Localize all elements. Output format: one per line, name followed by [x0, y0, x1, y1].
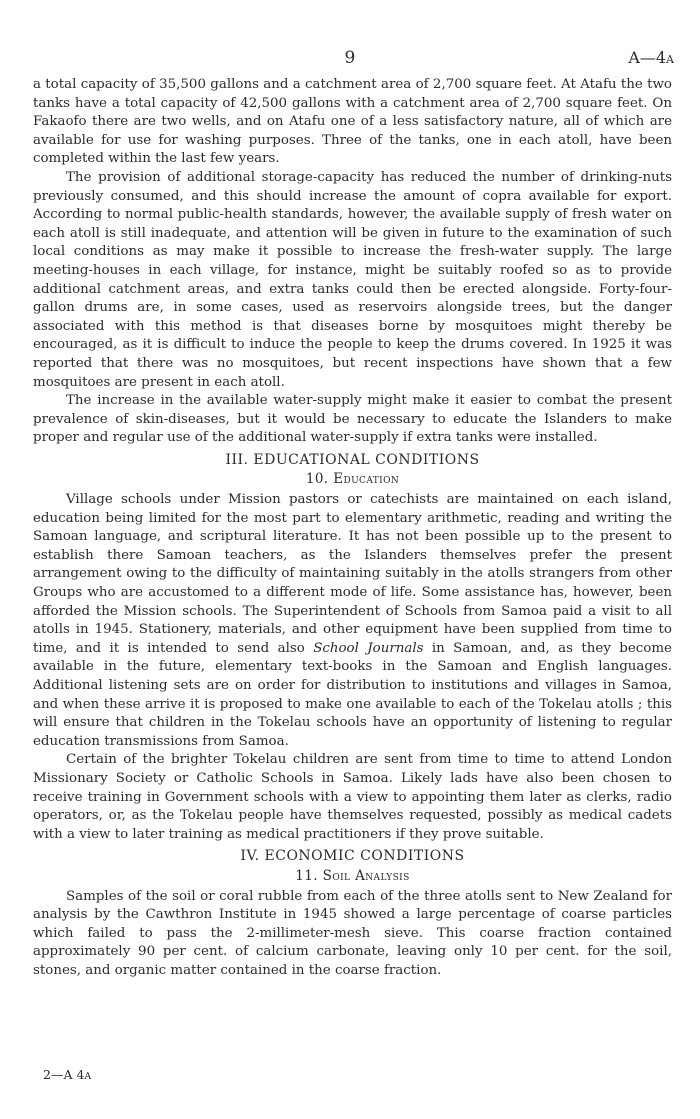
subheading-soil-title: Soil Analysis	[322, 867, 410, 884]
section-heading-economic: IV. ECONOMIC CONDITIONS	[240, 848, 465, 865]
paragraph-soil-samples: Samples of the soil or coral rubble from each of the three atolls sent to New Zealand for analysis by the Cawthron Institute in 1945 showed a large percentage of coarse particles which failed to pass the 2-millimeter-mesh sieve. This coarse fraction contained approximately 90 per cent. of calcium carbonate, leaving only 10 per cent. for the soil, stones, and organic matter contained in the coarse fraction.	[33, 888, 672, 978]
document-body	[33, 76, 672, 981]
document-reference-main: A—4	[628, 48, 667, 67]
page-number: 9	[344, 48, 356, 68]
document-reference	[628, 48, 674, 67]
school-journals-title: School Journals	[313, 640, 424, 656]
document-reference-suffix: A	[666, 53, 674, 66]
subheading-soil-analysis	[33, 867, 672, 886]
village-schools-text-start: Village schools under Mission pastors or catechists are maintained on each island, education being limited for the most part to elementary arithmetic, reading and writing the Samoan language, and scriptural literature. It has not been possible up to the present to establish there Samoan teachers, as the Islanders themselves prefer the present arrangement owing to the difficulty of maintaining suitably in the atolls strangers from other Groups who are accustomed to a different mode of life. Some assistance has, however, been afforded the Mission schools. The Superintendent of Schools from Samoa paid a visit to all atolls in 1945. Stationery, materials, and other equipment have been supplied from time to time, and it is intended to send also	[33, 492, 672, 656]
subheading-education-number: 10.	[305, 471, 329, 488]
paragraph-water-tanks: a total capacity of 35,500 gallons and a catchment area of 2,700 square feet. At Atafu the two tanks have a total capacity of 42,500 gallons with a catchment area of 2,700 square feet. On Fakaofo there are two wells, and on Atafu one of a less satisfactory nature, all of which are available for use for washing purposes. Three of the tanks, one in each atoll, have been completed within the last few years.	[33, 77, 672, 167]
footer-reference	[43, 1067, 91, 1082]
paragraph-brighter-children: Certain of the brighter Tokelau children are sent from time to time to attend London Missionary Society or Catholic Schools in Samoa. Likely lads have also been chosen to receive training in Government schools with a view to appointing them later as clerks, radio operators, or, as the Tokelau people have themselves requested, possibly as medical cadets with a view to later training as medical practitioners if they prove suitable.	[33, 752, 672, 842]
subheading-education-title: Education	[333, 471, 400, 488]
village-schools-text-end: in Samoan, and, as they become available in the future, elementary text-books in the Samoan and English languages. Additional listening sets are on order for distribution to institutions and villages in Samoa, and when these arrive it is proposed to make one available to each of the Tokelau atolls ; this will ensure that children in the Tokelau schools have an opportunity of listening to regular education transmissions from Samoa.	[33, 640, 672, 749]
section-heading-educational: III. EDUCATIONAL CONDITIONS	[225, 451, 480, 468]
paragraph-skin-diseases: The increase in the available water-supply might make it easier to combat the present prevalence of skin-diseases, but it would be necessary to educate the Islanders to make proper and regular use of the additional water-supply if extra tanks were installed.	[33, 393, 672, 446]
footer-reference-main: 2—A 4	[43, 1067, 85, 1082]
subheading-soil-number: 11.	[295, 867, 318, 884]
paragraph-village-schools	[33, 491, 672, 751]
footer-reference-suffix: A	[84, 1071, 92, 1082]
paragraph-storage-capacity: The provision of additional storage-capacity has reduced the number of drinking-nuts previously consumed, and this should increase the amount of copra available for export. According to normal public-health standards, however, the available supply of fresh water on each atoll is still inadequate, and attention will be given in future to the examination of such local conditions as may make it possible to increase the fresh-water supply. The large meeting-houses in each village, for instance, might be suitably roofed so as to provide additional catchment areas, and extra tanks could then be erected alongside. Forty-four-gallon drums are, in some cases, used as reservoirs alongside trees, but the danger associated with this method is that diseases borne by mosquitoes might thereby be encouraged, as it is difficult to induce the people to keep the drums covered. In 1925 it was reported that there was no mosquitoes, but recent inspections have shown that a few mosquitoes are present in each atoll.	[33, 169, 672, 390]
subheading-education	[33, 470, 672, 489]
